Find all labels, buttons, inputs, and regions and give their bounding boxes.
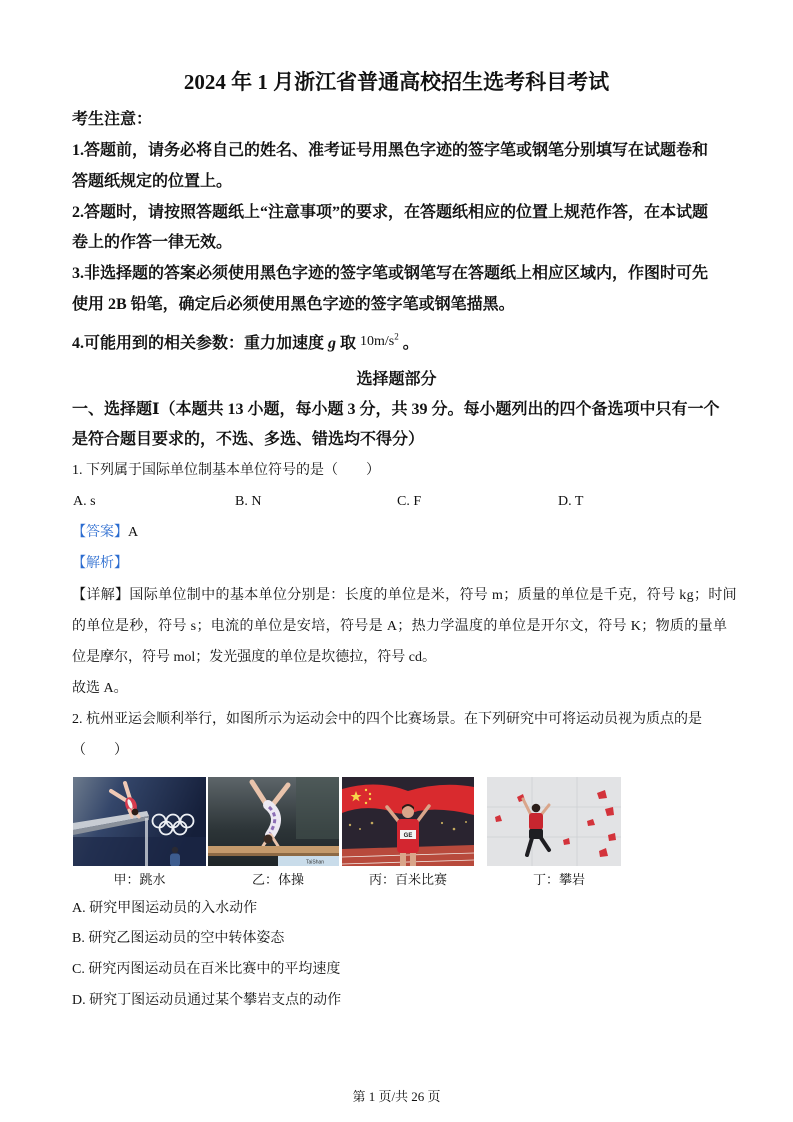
answer-tag: 【答案】 — [72, 525, 128, 540]
question-1-analysis-tag — [72, 554, 128, 574]
notice-item-2-line-2: 卷上的作答一律无效。 — [72, 234, 233, 251]
photo-sprint — [342, 777, 474, 866]
section-title: 选择题部分 — [356, 371, 437, 388]
notice-item-1-line-1: 1.答题前，请务必将自己的姓名、准考证号用黑色字迹的签字笔或钢笔分别填写在试题卷和 — [72, 142, 709, 159]
photo-gymnastics — [208, 777, 339, 866]
question-1-option-d: D. T — [558, 494, 584, 509]
question-1-stem: 1. 下列属于国际单位制基本单位符号的是（ ） — [72, 463, 380, 478]
notice-item-3-line-2: 使用 2B 铅笔，确定后必须使用黑色字迹的签字笔或钢笔描黑。 — [72, 296, 515, 313]
figure-climbing-caption: 丁：攀岩 — [532, 872, 585, 887]
question-1-conclusion: 故选 A。 — [72, 681, 128, 696]
figure-climbing — [487, 777, 621, 866]
question-2-stem-line-1: 2. 杭州亚运会顺利举行，如图所示为运动会中的四个比赛场景。在下列研究中可将运动员视为质点的是 — [72, 712, 702, 727]
notice-item-4-text: 4.可能用到的相关参数：重力加速度 — [72, 335, 325, 352]
page-title: 2024 年 1 月浙江省普通高校招生选考科目考试 — [183, 70, 610, 94]
part-1-heading-line-1: 一、选择题Ⅰ（本题共 13 小题，每小题 3 分，共 39 分。每小题列出的四个备选项中只有一个 — [72, 401, 720, 418]
question-2-stem-line-2: （ ） — [72, 743, 128, 758]
notice-item-1-line-2: 答题纸规定的位置上。 — [72, 173, 233, 190]
question-1-detail-line-1: 【详解】国际单位制中的基本单位分别是：长度的单位是米，符号 m；质量的单位是千克，符号 kg；时间 — [72, 588, 738, 603]
part-1-heading-line-2: 是符合题目要求的，不选、多选、错选均不得分） — [72, 431, 425, 448]
gravity-value-exponent: 2 — [394, 331, 399, 342]
answer-value: A — [128, 525, 139, 540]
figure-diving — [73, 777, 206, 866]
question-1-option-a: A. s — [73, 494, 96, 509]
figure-gymnastics — [208, 777, 339, 866]
notice-item-3-line-1: 3.非选择题的答案必须使用黑色字迹的签字笔或钢笔写在答题纸上相应区域内，作图时可先 — [72, 265, 709, 282]
page-footer: 第 1 页/共 26 页 — [352, 1089, 441, 1104]
question-2-option-d: D. 研究丁图运动员通过某个攀岩支点的动作 — [72, 993, 342, 1008]
notice-item-4 — [72, 331, 419, 354]
notice-item-4-take: 取 — [340, 335, 357, 352]
notice-heading: 考生注意： — [72, 111, 153, 128]
question-1-answer — [72, 523, 138, 543]
analysis-tag: 【解析】 — [72, 556, 128, 571]
question-1-option-c: C. F — [397, 494, 422, 509]
notice-item-2-line-1: 2.答题时，请按照答题纸上“注意事项”的要求，在答题纸相应的位置上规范作答，在本试题 — [72, 204, 709, 221]
beam-brand-logo: TaiShan — [306, 859, 325, 866]
question-2-option-b: B. 研究乙图运动员的空中转体姿态 — [72, 931, 285, 946]
question-1-detail-line-3: 位是摩尔，符号 mol；发光强度的单位是坎德拉，符号 cd。 — [72, 650, 436, 665]
question-1-option-b: B. N — [235, 494, 262, 509]
question-2-option-a: A. 研究甲图运动员的入水动作 — [72, 901, 258, 916]
question-2-option-c: C. 研究丙图运动员在百米比赛中的平均速度 — [72, 962, 341, 977]
photo-climbing — [487, 777, 621, 866]
gravity-value — [360, 331, 399, 349]
figure-sprint-caption: 丙：百米比赛 — [368, 872, 447, 887]
photo-diving — [73, 777, 206, 866]
figure-sprint — [342, 777, 474, 866]
figure-diving-caption: 甲：跳水 — [113, 872, 166, 887]
gravity-symbol: g — [328, 335, 337, 352]
notice-item-4-end: 。 — [402, 335, 419, 352]
gravity-value-number: 10m/s — [360, 334, 395, 349]
question-1-detail-line-2: 的单位是秒，符号 s；电流的单位是安培，符号是 A；热力学温度的单位是开尔文，符号 K；物质的量单 — [72, 619, 728, 634]
athlete-bib: GE — [403, 833, 413, 839]
figure-gymnastics-caption: 乙：体操 — [251, 872, 304, 887]
